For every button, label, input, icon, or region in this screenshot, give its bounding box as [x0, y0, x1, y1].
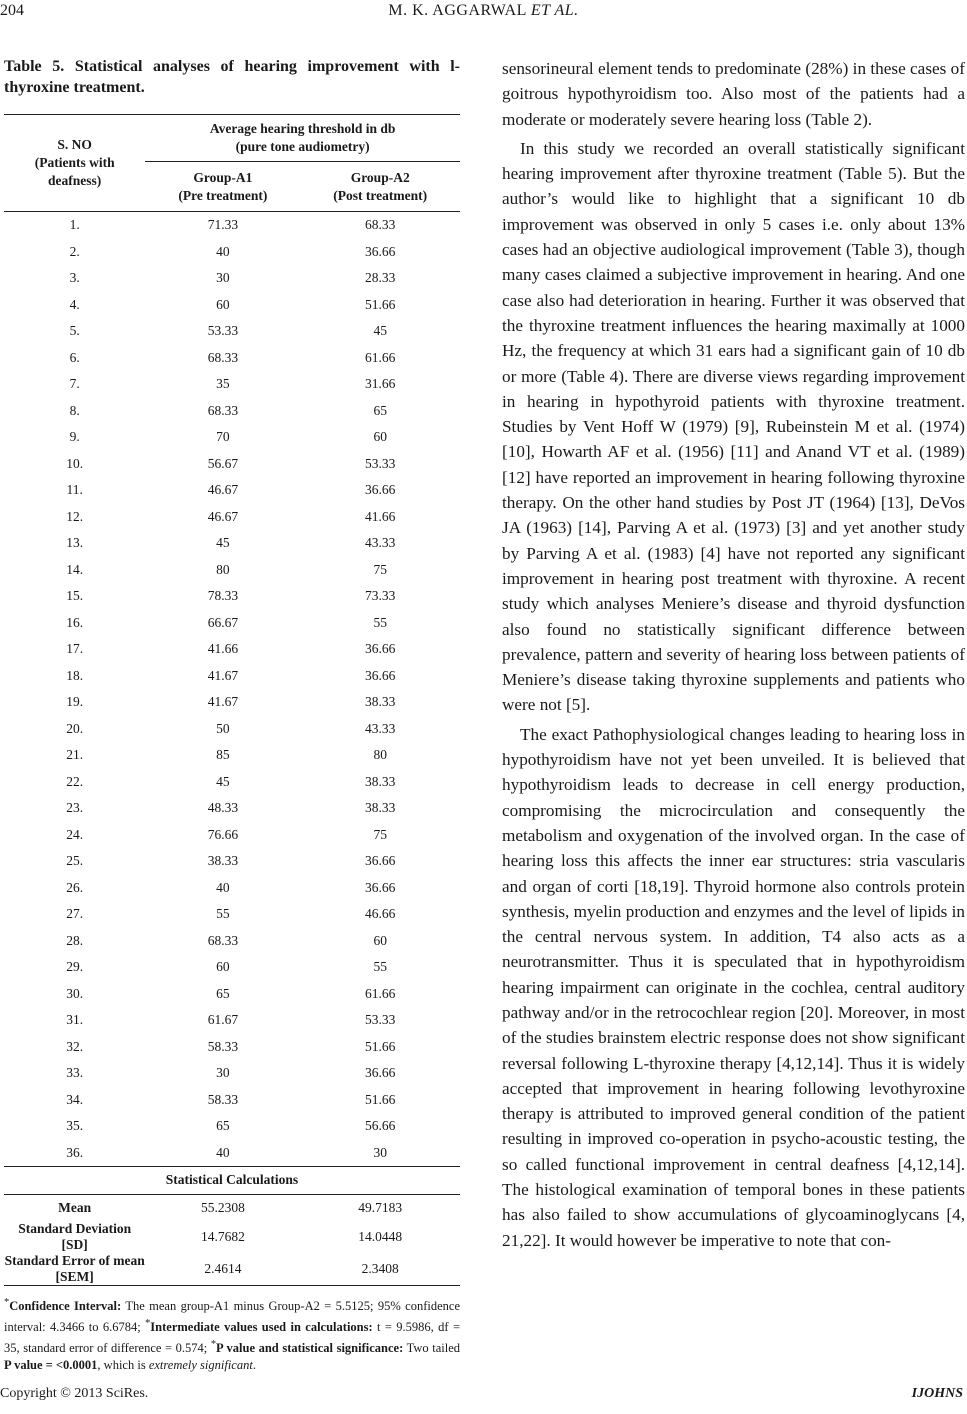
- table-row: [4, 795, 460, 822]
- group-a1-value: 46.67: [207, 508, 239, 524]
- group-a1-value: 46.67: [207, 482, 239, 498]
- table-row: [4, 848, 460, 875]
- row-number: 24.: [66, 826, 84, 842]
- row-number: 32.: [66, 1038, 84, 1054]
- stat-value-a1: 55.2308: [200, 1199, 245, 1215]
- group-a2-value: 46.66: [365, 906, 396, 922]
- row-number: 4.: [69, 296, 80, 312]
- group-a2-value: 51.66: [365, 1091, 396, 1107]
- group-a1-value: 41.67: [207, 667, 239, 683]
- header-threshold-line1: Average hearing threshold in db: [209, 121, 396, 137]
- group-a1-value: 41.67: [207, 694, 239, 710]
- group-a1-value: 70: [216, 429, 230, 445]
- row-number: 9.: [69, 429, 80, 445]
- table-row: [4, 292, 460, 319]
- group-a1-value: 40: [216, 243, 230, 259]
- group-a2-value: 38.33: [365, 800, 396, 816]
- stat-heading: Statistical Calculations: [165, 1172, 299, 1188]
- row-number: 34.: [66, 1091, 84, 1107]
- row-number: 13.: [66, 535, 84, 551]
- group-a2-value: 30: [373, 1144, 387, 1160]
- row-number: 21.: [66, 747, 84, 763]
- table-row: [4, 954, 460, 981]
- group-a2-value: 53.33: [365, 455, 396, 471]
- group-a2-value: 60: [373, 429, 387, 445]
- footnote-p-label: P value and statistical significance:: [216, 1341, 404, 1356]
- header-threshold: [145, 115, 460, 162]
- row-number: 36.: [66, 1144, 84, 1160]
- table-row: [4, 1087, 460, 1114]
- footnote-star: *: [145, 1318, 151, 1330]
- body-paragraph-2: In this study we recorded an overall statistically significant hearing improvement after thyroxine treatment (Table 5). But the author’s would like to highlight that a significant 10 db improvement was observed in only 5 cases i.e. only about 13% cases had an objective audiological improvement (Table 3), though many cases claimed a subjective improvement in hearing. And one case also had deterioration in hearing. Further it was observed that the thyroxine treatment influences the hearing maximally at 1000 Hz, the frequency at which 31 ears had a significant gain of 10 db or more (Table 4). There are diverse views regarding improvement in hearing in hypothyroid patients with thyroxine treatment. Studies by Vent Hoff W (1979) [9], Rubeinstein M et al. (1974) [10], Howarth AF et al. (1956) [11] and Anand VT et al. (1989) [12] have reported an improvement in hearing following thyroxine therapy. On the other hand studies by Post JT (1964) [13], DeVos JA (1963) [14], Parving A et al. (1973) [3] and yet another study by Parving A et al. (1983) [4] have not reported any significant improvement in hearing post treatment with thyroxine. A recent study which analyses Meniere’s disease and thyroid dysfunction also found no statistically significant difference between prevalence, pattern and severity of hearing loss between patients of Meniere’s disease taking thyroxine supplements and patients who were not [5].: [502, 138, 965, 715]
- table-row: [4, 318, 460, 345]
- group-a2-value: 36.66: [365, 879, 396, 895]
- group-a2-value: 36.66: [365, 1065, 396, 1081]
- group-a2-value: 28.33: [365, 270, 396, 286]
- table-row: [4, 345, 460, 372]
- group-a1-value: 55: [216, 906, 230, 922]
- table-row: [4, 371, 460, 398]
- group-a2-value: 38.33: [365, 773, 396, 789]
- body-paragraph-1: sensorineural element tends to predominate (28%) in these cases of goitrous hypothyroidism too. Also most of the patients had a moderate or moderately severe hearing loss (Table 2).: [502, 59, 965, 129]
- table-row: [4, 451, 460, 478]
- group-a1-value: 50: [216, 720, 230, 736]
- table-row: [4, 663, 460, 690]
- body-paragraph-3: The exact Pathophysiological changes leading to hearing loss in hypothyroidism have not yet been unveiled. It is believed that hypothyroidism leads to decrease in cell energy production, compromising the microcirculation and consequently the metabolism and oxygenation of the involved organ. In the case of hearing loss this affects the inner ear structures: stria vascularis and organ of corti [18,19]. Thyroid hormone also controls protein synthesis, myelin production and enzymes and the level of lipids in the central nervous system. In addition, T4 also acts as a neurotransmitter. Thus it is speculated that in hypothyroidism hearing impairment can originate in the cochlea, central auditory pathway and/or in the retrocochlear region [20]. Moreover, in most of the studies brainstem electric response does not show significant reversal following L-thyroxine therapy [4,12,14]. Thus it is widely accepted that improvement in hearing following levothyroxine therapy is attributed to improved general condition of the patient resulting in improved co-operation in psycho-acoustic testing, the so called functional improvement in central deafness [4,12,14]. The histological examination of temporal bones in these patients has also failed to show accumulations of glycoaminoglycans [4, 21,22]. It would however be imperative to note that con-: [502, 724, 965, 1250]
- group-a1-value: 60: [216, 959, 230, 975]
- table-row: [4, 769, 460, 796]
- table-row: [4, 981, 460, 1008]
- header-sno-line2: (Patients with: [34, 155, 115, 170]
- table-row: [4, 398, 460, 425]
- footnote-iv-text: t = 9.5986, df = 35, standard error of difference = 0.574;: [4, 1320, 460, 1356]
- table-row: [4, 1060, 460, 1087]
- header-group-a1: [145, 162, 300, 212]
- row-number: 29.: [66, 959, 84, 975]
- header-group-a2: [300, 162, 460, 212]
- group-a2-value: 53.33: [365, 1012, 396, 1028]
- row-number: 2.: [69, 243, 80, 259]
- table-row: [4, 212, 460, 239]
- row-number: 7.: [69, 376, 80, 392]
- group-a1-value: 68.33: [207, 349, 239, 365]
- footnote-ci-text: The mean group-A1 minus Group-A2 = 5.5125; 95% confidence interval: 4.3466 to 6.6784;: [4, 1299, 460, 1335]
- group-a2-value: 36.66: [365, 853, 396, 869]
- stat-value-a1: 14.7682: [200, 1229, 245, 1244]
- row-number: 20.: [66, 720, 84, 736]
- row-number: 26.: [66, 879, 84, 895]
- group-a1-value: 30: [216, 270, 230, 286]
- group-a1-value: 66.67: [207, 614, 239, 630]
- copyright-footer: Copyright © 2013 SciRes.: [0, 1386, 149, 1401]
- row-number: 18.: [66, 667, 84, 683]
- group-a1-value: 61.67: [207, 1012, 239, 1028]
- group-a2-value: 45: [373, 323, 387, 339]
- group-a1-value: 60: [216, 296, 230, 312]
- table-row: [4, 557, 460, 584]
- footnote-p-value: P value = <0.0001: [4, 1358, 98, 1373]
- group-a2-value: 75: [373, 826, 387, 842]
- stat-label: Standard Error of mean [SEM]: [4, 1253, 145, 1284]
- row-number: 11.: [66, 482, 83, 498]
- group-a2-value: 75: [373, 561, 387, 577]
- footnote-p-end: , which is: [97, 1358, 149, 1373]
- group-a2-value: 43.33: [365, 720, 396, 736]
- group-a1-value: 65: [216, 985, 230, 1001]
- table-row: [4, 265, 460, 292]
- group-a1-value: 76.66: [207, 826, 239, 842]
- group-a2-value: 51.66: [365, 1038, 396, 1054]
- group-a2-value: 31.66: [365, 376, 396, 392]
- group-a2-value: 36.66: [365, 243, 396, 259]
- table-row: [4, 822, 460, 849]
- group-a1-value: 65: [216, 1118, 230, 1134]
- table-row: [4, 1113, 460, 1140]
- group-a1-value: 85: [216, 747, 230, 763]
- group-a2-value: 51.66: [365, 296, 396, 312]
- group-a1-value: 35: [216, 376, 230, 392]
- row-number: 16.: [66, 614, 84, 630]
- table-row: [4, 504, 460, 531]
- right-column: [502, 56, 965, 1253]
- row-number: 35.: [66, 1118, 84, 1134]
- footnote-ci-label: Confidence Interval:: [9, 1299, 122, 1314]
- page-number: 204: [0, 2, 24, 19]
- group-a2-value: 65: [373, 402, 387, 418]
- row-number: 27.: [66, 906, 84, 922]
- group-a2-value: 68.33: [365, 217, 396, 233]
- footnote-star: *: [210, 1339, 217, 1351]
- table-row: [4, 875, 460, 902]
- row-number: 28.: [66, 932, 84, 948]
- group-a1-value: 30: [216, 1065, 230, 1081]
- footnote-iv-label: Intermediate values used in calculations:: [150, 1320, 373, 1335]
- journal-footer: IJOHNS: [911, 1386, 963, 1401]
- row-number: 10.: [66, 455, 84, 471]
- header-a1-line2: (Pre treatment): [178, 187, 268, 203]
- group-a2-value: 36.66: [365, 667, 396, 683]
- running-header-etal: ET AL.: [530, 2, 579, 19]
- stat-value-a2: 49.7183: [358, 1199, 403, 1215]
- footnote-dot: .: [252, 1358, 256, 1373]
- table-row: [4, 901, 460, 928]
- group-a1-value: 45: [216, 535, 230, 551]
- row-number: 3.: [69, 270, 80, 286]
- footnote-star: *: [4, 1297, 10, 1308]
- header-sno-line1: S. NO: [57, 137, 92, 152]
- row-number: 14.: [66, 561, 84, 577]
- table-row: [4, 424, 460, 451]
- group-a2-value: 38.33: [365, 694, 396, 710]
- footnote-significance: extremely significant: [148, 1358, 253, 1373]
- row-number: 19.: [66, 694, 84, 710]
- row-number: 25.: [66, 853, 84, 869]
- group-a1-value: 53.33: [207, 323, 239, 339]
- group-a2-value: 80: [373, 747, 387, 763]
- stat-value-a1: 2.4614: [204, 1261, 242, 1276]
- stat-value-a2: 14.0448: [358, 1229, 403, 1244]
- header-sno: [4, 115, 145, 212]
- header-a1-line1: Group-A1: [193, 169, 253, 185]
- group-a2-value: 61.66: [365, 349, 396, 365]
- row-number: 8.: [69, 402, 80, 418]
- group-a2-value: 60: [373, 932, 387, 948]
- stat-label: Standard Deviation [SD]: [18, 1221, 132, 1252]
- header-threshold-line2: (pure tone audiometry): [235, 139, 370, 155]
- table-footnote: [4, 1294, 460, 1374]
- group-a2-value: 56.66: [365, 1118, 396, 1134]
- group-a1-value: 40: [216, 879, 230, 895]
- group-a2-value: 36.66: [365, 641, 396, 657]
- table-row: [4, 583, 460, 610]
- table-body: [4, 212, 460, 1167]
- group-a1-value: 56.67: [207, 455, 239, 471]
- running-header: [0, 2, 967, 20]
- row-number: 30.: [66, 985, 84, 1001]
- footnote-p-text: Two tailed: [403, 1341, 460, 1356]
- row-number: 22.: [66, 773, 84, 789]
- left-column: [4, 56, 460, 1374]
- table-row: [4, 716, 460, 743]
- table-row: [4, 1007, 460, 1034]
- header-sno-line3: deafness): [48, 173, 102, 188]
- group-a1-value: 38.33: [207, 853, 239, 869]
- table-row: [4, 239, 460, 266]
- group-a1-value: 48.33: [207, 800, 239, 816]
- row-number: 33.: [66, 1065, 84, 1081]
- group-a1-value: 80: [216, 561, 230, 577]
- stats-body: [4, 1167, 460, 1286]
- group-a2-value: 55: [373, 614, 387, 630]
- table-row: [4, 1034, 460, 1061]
- table-row: [4, 742, 460, 769]
- group-a1-value: 40: [216, 1144, 230, 1160]
- row-number: 23.: [66, 800, 84, 816]
- stat-label: Mean: [58, 1199, 92, 1215]
- header-a2-line1: Group-A2: [350, 169, 410, 185]
- row-number: 15.: [66, 588, 84, 604]
- row-number: 6.: [69, 349, 80, 365]
- table-5: [4, 114, 460, 1286]
- group-a1-value: 78.33: [207, 588, 239, 604]
- group-a1-value: 45: [216, 773, 230, 789]
- group-a1-value: 58.33: [207, 1091, 239, 1107]
- group-a1-value: 41.66: [207, 641, 239, 657]
- group-a2-value: 73.33: [365, 588, 396, 604]
- group-a2-value: 41.66: [365, 508, 396, 524]
- table-row: [4, 610, 460, 637]
- table-row: [4, 1140, 460, 1167]
- stat-value-a2: 2.3408: [361, 1261, 399, 1276]
- row-number: 17.: [66, 641, 84, 657]
- group-a1-value: 68.33: [207, 932, 239, 948]
- group-a1-value: 58.33: [207, 1038, 239, 1054]
- row-number: 31.: [66, 1012, 84, 1028]
- group-a1-value: 68.33: [207, 402, 239, 418]
- row-number: 12.: [66, 508, 84, 524]
- table-row: [4, 928, 460, 955]
- table-row: [4, 636, 460, 663]
- group-a2-value: 43.33: [365, 535, 396, 551]
- table-row: [4, 530, 460, 557]
- group-a1-value: 71.33: [207, 217, 239, 233]
- row-number: 1.: [69, 217, 80, 233]
- row-number: 5.: [69, 323, 80, 339]
- header-a2-line2: (Post treatment): [333, 187, 428, 203]
- group-a2-value: 55: [373, 959, 387, 975]
- running-header-author: M. K. AGGARWAL: [388, 2, 527, 19]
- group-a2-value: 36.66: [365, 482, 396, 498]
- table-row: [4, 689, 460, 716]
- group-a2-value: 61.66: [365, 985, 396, 1001]
- table-row: [4, 477, 460, 504]
- table-caption: Table 5. Statistical analyses of hearing improvement with l-thyroxine treatment.: [4, 58, 460, 96]
